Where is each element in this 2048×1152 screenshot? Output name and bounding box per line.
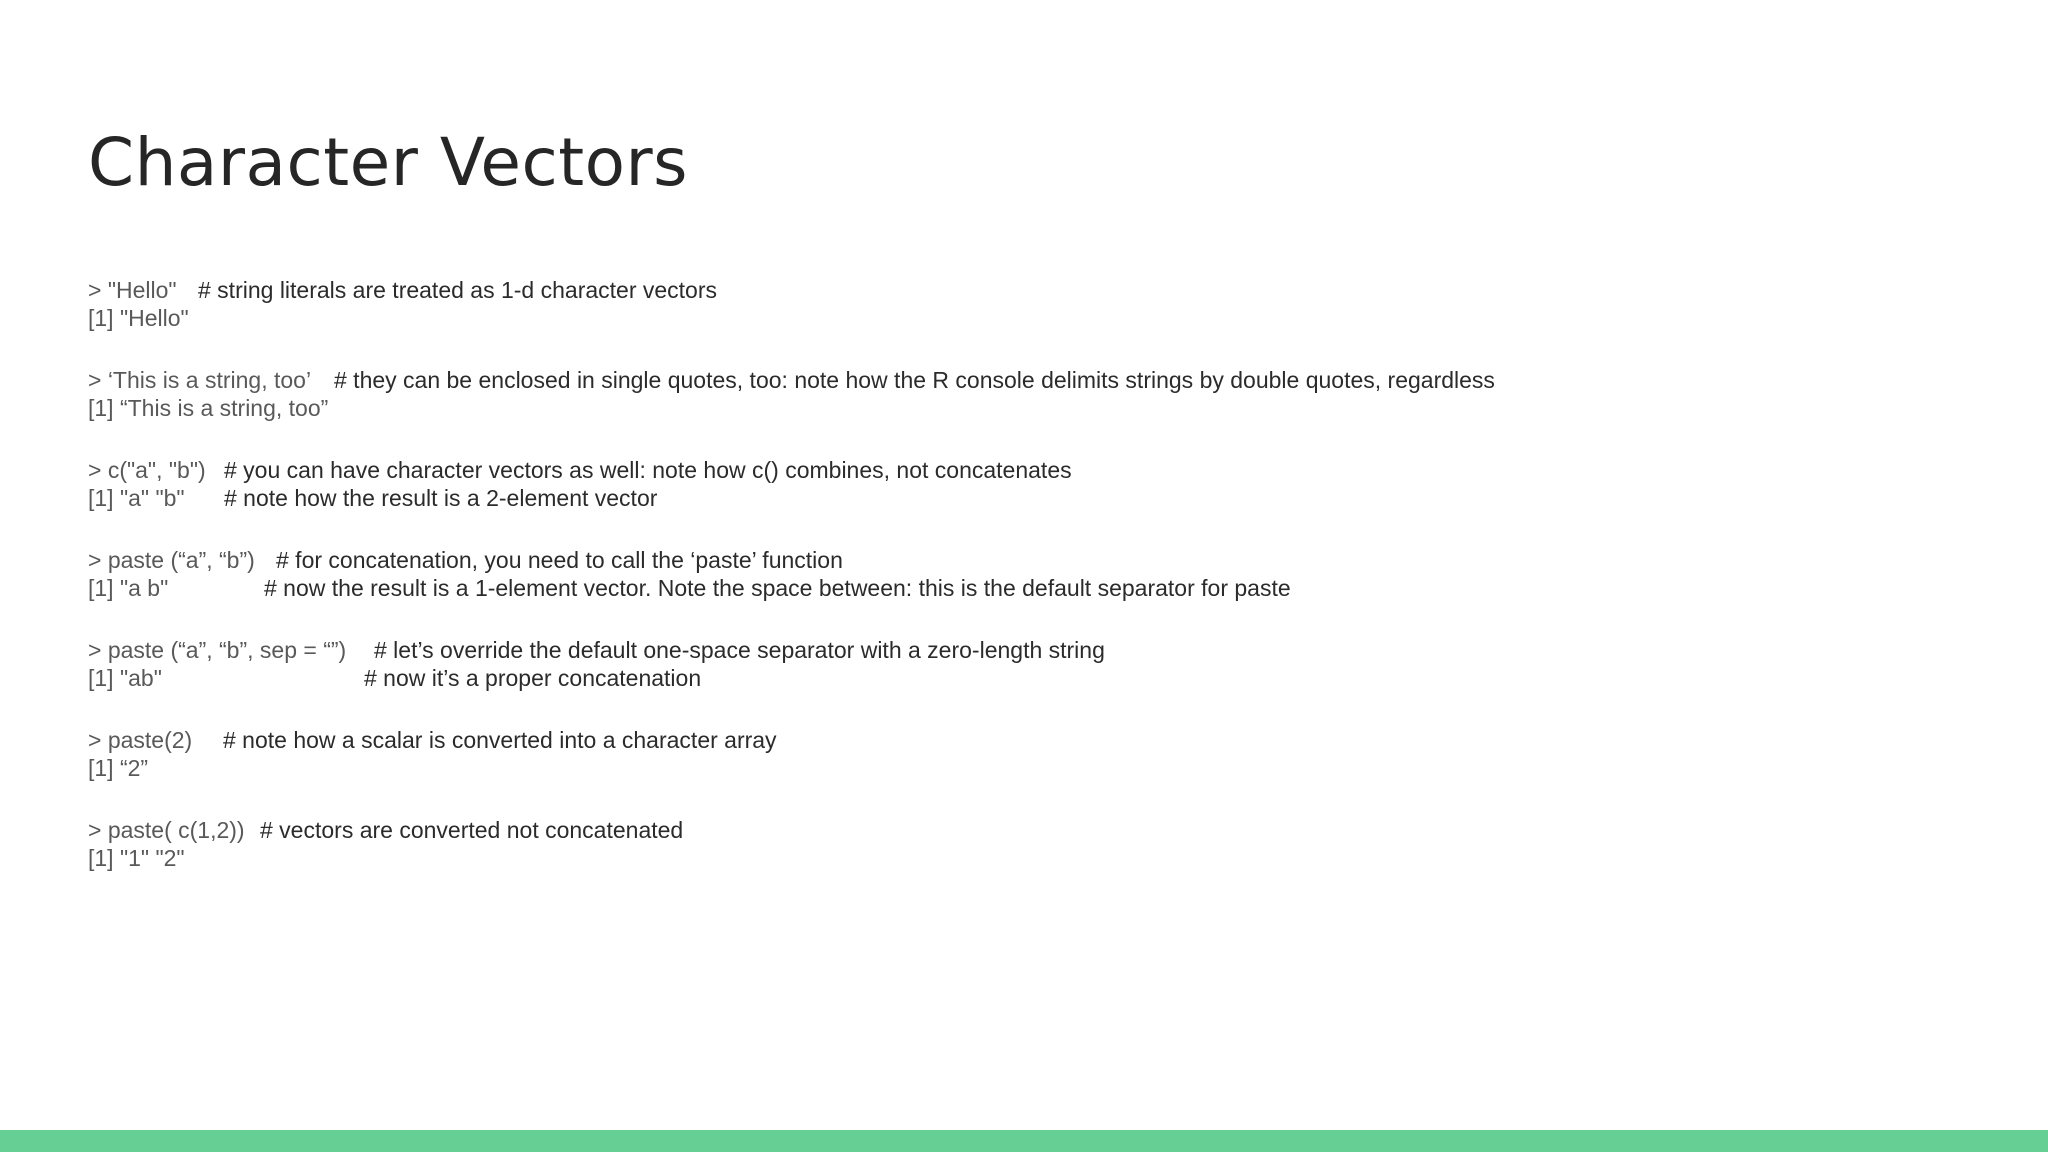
console-block — [88, 546, 1291, 602]
console-output: [1] "Hello" — [88, 305, 189, 331]
console-output-line — [88, 394, 346, 422]
console-output: [1] “This is a string, too” — [88, 395, 329, 421]
console-input: > c("a", "b") — [88, 457, 206, 483]
console-transcript — [88, 276, 1495, 906]
console-comment: # they can be enclosed in single quotes, too: note how the R console delimits strings by double quotes, regardless — [334, 367, 1495, 393]
console-output-line — [88, 754, 346, 782]
console-block — [88, 636, 1105, 692]
console-comment: # now it’s a proper concatenation — [364, 665, 702, 691]
console-block — [88, 366, 1495, 422]
console-comment: # let’s override the default one-space separator with a zero-length string — [374, 637, 1105, 663]
console-input: > paste (“a”, “b”, sep = “”) — [88, 637, 347, 663]
console-comment: # vectors are converted not concatenated — [260, 817, 684, 843]
console-input: > ‘This is a string, too’ — [88, 367, 312, 393]
console-input: > paste(2) — [88, 727, 193, 753]
console-output: [1] “2” — [88, 755, 149, 781]
console-comment: # note how a scalar is converted into a character array — [223, 727, 777, 753]
console-input: > paste( c(1,2)) — [88, 817, 245, 843]
console-block — [88, 456, 1072, 512]
console-input: > paste (“a”, “b”) — [88, 547, 255, 573]
console-output: [1] "1" "2" — [88, 845, 185, 871]
console-output: [1] "a b" — [88, 575, 169, 601]
console-comment: # string literals are treated as 1-d character vectors — [198, 277, 718, 303]
console-output-line — [88, 304, 346, 332]
console-block — [88, 816, 684, 872]
slide-title: Character Vectors — [88, 124, 689, 201]
console-input-line — [88, 726, 777, 754]
console-block — [88, 276, 718, 332]
console-input-line — [88, 546, 843, 574]
console-comment: # for concatenation, you need to call the ‘paste’ function — [276, 547, 843, 573]
console-output-line — [88, 574, 1291, 602]
footer-accent-bar — [0, 1130, 2048, 1152]
console-input-line — [88, 816, 684, 844]
console-block — [88, 726, 777, 782]
console-input-line — [88, 456, 1072, 484]
console-output-line — [88, 664, 702, 692]
console-input-line — [88, 636, 1105, 664]
console-input-line — [88, 366, 1495, 394]
console-output: [1] "ab" — [88, 665, 162, 691]
console-comment: # now the result is a 1-element vector. Note the space between: this is the default separator for paste — [264, 575, 1291, 601]
console-output-line — [88, 844, 346, 872]
console-comment: # you can have character vectors as well: note how c() combines, not concatenates — [224, 457, 1072, 483]
console-input: > "Hello" — [88, 277, 177, 303]
console-input-line — [88, 276, 718, 304]
console-output-line — [88, 484, 658, 512]
console-comment: # note how the result is a 2-element vector — [224, 485, 658, 511]
console-output: [1] "a" "b" — [88, 485, 185, 511]
